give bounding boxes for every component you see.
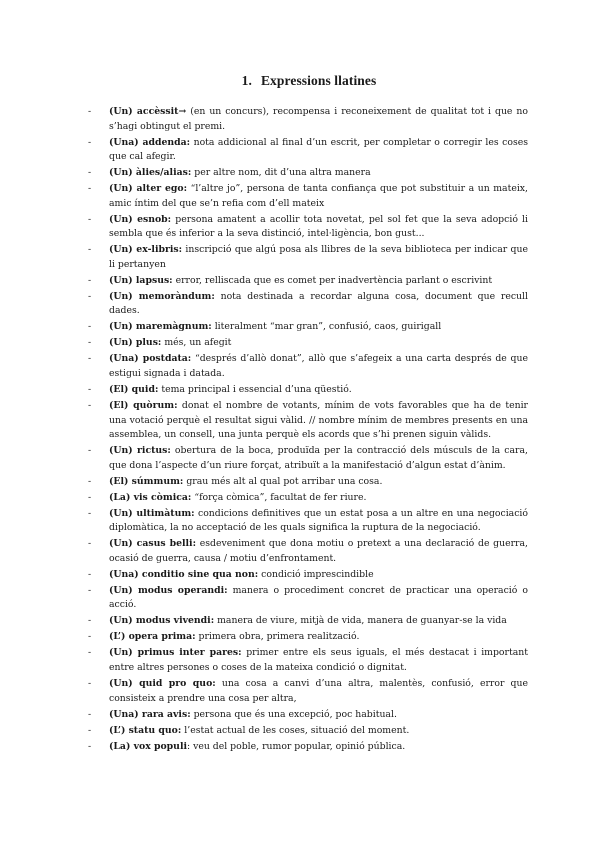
bullet-dash: -: [88, 244, 92, 256]
list-item: [88, 166, 528, 181]
expressions-list: [88, 105, 528, 755]
entry-term: (La) vis còmica:: [109, 491, 192, 503]
entry-definition: “l’altre jo”, persona de tanta confiança que pot substituir a un mateix, amic íntim del que se’n refia com d’ell mateix: [109, 183, 528, 209]
bullet-dash: -: [88, 353, 92, 365]
bullet-dash: -: [88, 584, 92, 596]
entry-definition: condicions definitives que un estat posa a un altre en una negociació diplomàtica, la no acceptació de les quals significa la ruptura de la negociació.: [109, 507, 528, 534]
list-item: [88, 708, 528, 723]
entry-definition: persona amatent a acollir tota novetat, pel sol fet que la seva adopció li sembla que és inferior a la seva distinció, intel·ligència, bon gust...: [109, 213, 528, 240]
bullet-dash: -: [88, 445, 92, 457]
bullet-dash: -: [88, 167, 92, 179]
bullet-dash: -: [88, 106, 92, 117]
entry-definition: esdeveniment que dona motiu o pretext a una declaració de guerra, ocasió de guerra, causa / motiu d’enfrontament.: [109, 538, 528, 564]
entry-term: (Un) modus vivendi:: [109, 615, 215, 627]
bullet-dash: -: [88, 290, 92, 302]
list-item: [88, 105, 528, 134]
list-item: [88, 724, 528, 739]
entry-term: (Un) àlies/alias:: [109, 167, 192, 179]
list-item: [88, 740, 528, 755]
list-item: [88, 274, 528, 289]
list-item: [88, 507, 528, 536]
entry-term: (Un) casus belli:: [109, 538, 197, 550]
bullet-dash: -: [88, 708, 92, 720]
entry-term: (Un) ultimàtum:: [109, 507, 195, 519]
bullet-dash: -: [88, 337, 92, 349]
list-item: [88, 383, 528, 398]
entry-definition: persona que és una excepció, poc habitual.: [190, 708, 397, 720]
list-item: [88, 491, 528, 506]
bullet-dash: -: [88, 491, 92, 503]
list-item: [88, 444, 528, 473]
list-item: [88, 475, 528, 490]
bullet-dash: -: [88, 321, 92, 333]
entry-term: (Un) esnob:: [109, 213, 172, 225]
entry-term: (El) quid:: [109, 383, 159, 395]
entry-definition: primera obra, primera realització.: [195, 631, 360, 643]
bullet-dash: -: [88, 183, 92, 195]
bullet-dash: -: [88, 631, 92, 643]
entry-definition: literalment “mar gran”, confusió, caos, guirigall: [211, 321, 442, 333]
bullet-dash: -: [88, 677, 92, 689]
entry-term: (El) súmmum:: [109, 475, 184, 487]
entry-term: (Una) addenda:: [109, 136, 191, 148]
list-item: [88, 320, 528, 335]
entry-definition: grau més alt al qual pot arribar una cosa.: [183, 475, 383, 487]
entry-definition: (en un concurs), recompensa i reconeixement de qualitat tot i que no s’hagi obtingut el premi.: [109, 106, 528, 132]
list-item: [88, 630, 528, 645]
entry-term: (Un) modus operandi:: [109, 584, 228, 596]
list-item: [88, 568, 528, 583]
entry-term: (Un) primus inter pares:: [109, 647, 242, 659]
entry-term: (Un) plus:: [109, 337, 162, 349]
bullet-dash: -: [88, 507, 92, 519]
bullet-dash: -: [88, 568, 92, 580]
entry-definition: una cosa a canvi d’una altra, malentès, confusió, error que consisteix a prendre una cosa per altra,: [109, 677, 528, 704]
bullet-dash: -: [88, 615, 92, 627]
entry-definition: : veu del poble, rumor popular, opinió pública.: [187, 740, 406, 752]
entry-term: (Un) rictus:: [109, 445, 171, 457]
entry-definition: primer entre els seus iguals, el més destacat i important entre altres persones o coses de la mateixa condició o dignitat.: [109, 647, 528, 673]
entry-term: (La) vox populi: [109, 740, 188, 752]
entry-definition: manera de viure, mitjà de vida, manera de guanyar-se la vida: [214, 615, 507, 627]
bullet-dash: -: [88, 274, 92, 286]
bullet-dash: -: [88, 383, 92, 395]
entry-term: (El) quòrum:: [109, 399, 178, 411]
list-item: [88, 352, 528, 381]
list-item: [88, 584, 528, 613]
bullet-dash: -: [88, 740, 92, 752]
entry-term: (Un) memoràndum:: [109, 290, 215, 302]
list-item: [88, 182, 528, 211]
entry-term: (Un) ex-libris:: [109, 244, 183, 256]
entry-definition: manera o procediment concret de practicar una operació o acció.: [109, 584, 528, 611]
entry-definition: “després d’allò donat”, allò que s’afegeix a una carta després de que estigui signada i datada.: [109, 353, 528, 379]
entry-definition: condició imprescindible: [258, 568, 374, 580]
entry-definition: més, un afegit: [161, 337, 232, 349]
bullet-dash: -: [88, 213, 92, 225]
entry-term: (Una) conditio sine qua non:: [109, 568, 259, 580]
entry-term: (L’) statu quo:: [109, 724, 182, 736]
heading-title: Expressions llatines: [260, 73, 377, 88]
bullet-dash: -: [88, 475, 92, 487]
list-item: [88, 336, 528, 351]
entry-term: (Un) accèssit→: [109, 106, 187, 117]
bullet-dash: -: [88, 136, 92, 148]
entry-definition: l’estat actual de les coses, situació del moment.: [181, 724, 410, 736]
entry-term: (Un) alter ego:: [109, 183, 188, 195]
list-item: [88, 677, 528, 706]
list-item: [88, 399, 528, 443]
entry-term: (Una) postdata:: [109, 353, 192, 365]
bullet-dash: -: [88, 399, 92, 411]
bullet-dash: -: [88, 538, 92, 550]
heading-number: 1.: [241, 73, 252, 88]
list-item: [88, 537, 528, 566]
entry-definition: nota addicional al final d’un escrit, per completar o corregir les coses que cal afegir.: [109, 136, 528, 163]
entry-term: (L’) opera prima:: [109, 631, 196, 643]
entry-term: (Un) lapsus:: [109, 274, 173, 286]
list-item: [88, 290, 528, 319]
entry-definition: obertura de la boca, produïda per la contracció dels músculs de la cara, que dona l’aspecte d’un riure forçat, atribuït a la manifestació d’algun estat d’ànim.: [109, 445, 528, 471]
entry-definition: inscripció que algú posa als llibres de la seva biblioteca per indicar que li pertanyen: [109, 244, 528, 270]
section-heading: [0, 73, 600, 89]
entry-term: (Un) quid pro quo:: [109, 677, 216, 689]
entry-term: (Una) rara avis:: [109, 708, 191, 720]
entry-definition: nota destinada a recordar alguna cosa, document que recull dades.: [109, 290, 528, 317]
list-item: [88, 136, 528, 165]
list-item: [88, 614, 528, 629]
bullet-dash: -: [88, 647, 92, 659]
entry-definition: error, relliscada que es comet per inadvertència parlant o escrivint: [172, 274, 493, 286]
entry-term: (Un) maremàgnum:: [109, 321, 212, 333]
list-item: [88, 243, 528, 272]
entry-definition: “força còmica”, facultat de fer riure.: [191, 491, 367, 503]
entry-definition: tema principal i essencial d’una qüestió.: [158, 383, 352, 395]
entry-definition: per altre nom, dit d’una altra manera: [191, 167, 371, 179]
entry-definition: donat el nombre de votants, mínim de vots favorables que ha de tenir una votació perquè el resultat sigui vàlid. // nombre mínim de membres presents en una assemblea, un consell, una junta perquè els acords que s’hi prenen siguin vàlids.: [109, 399, 529, 441]
bullet-dash: -: [88, 724, 92, 736]
list-item: [88, 213, 528, 242]
list-item: [88, 646, 528, 675]
